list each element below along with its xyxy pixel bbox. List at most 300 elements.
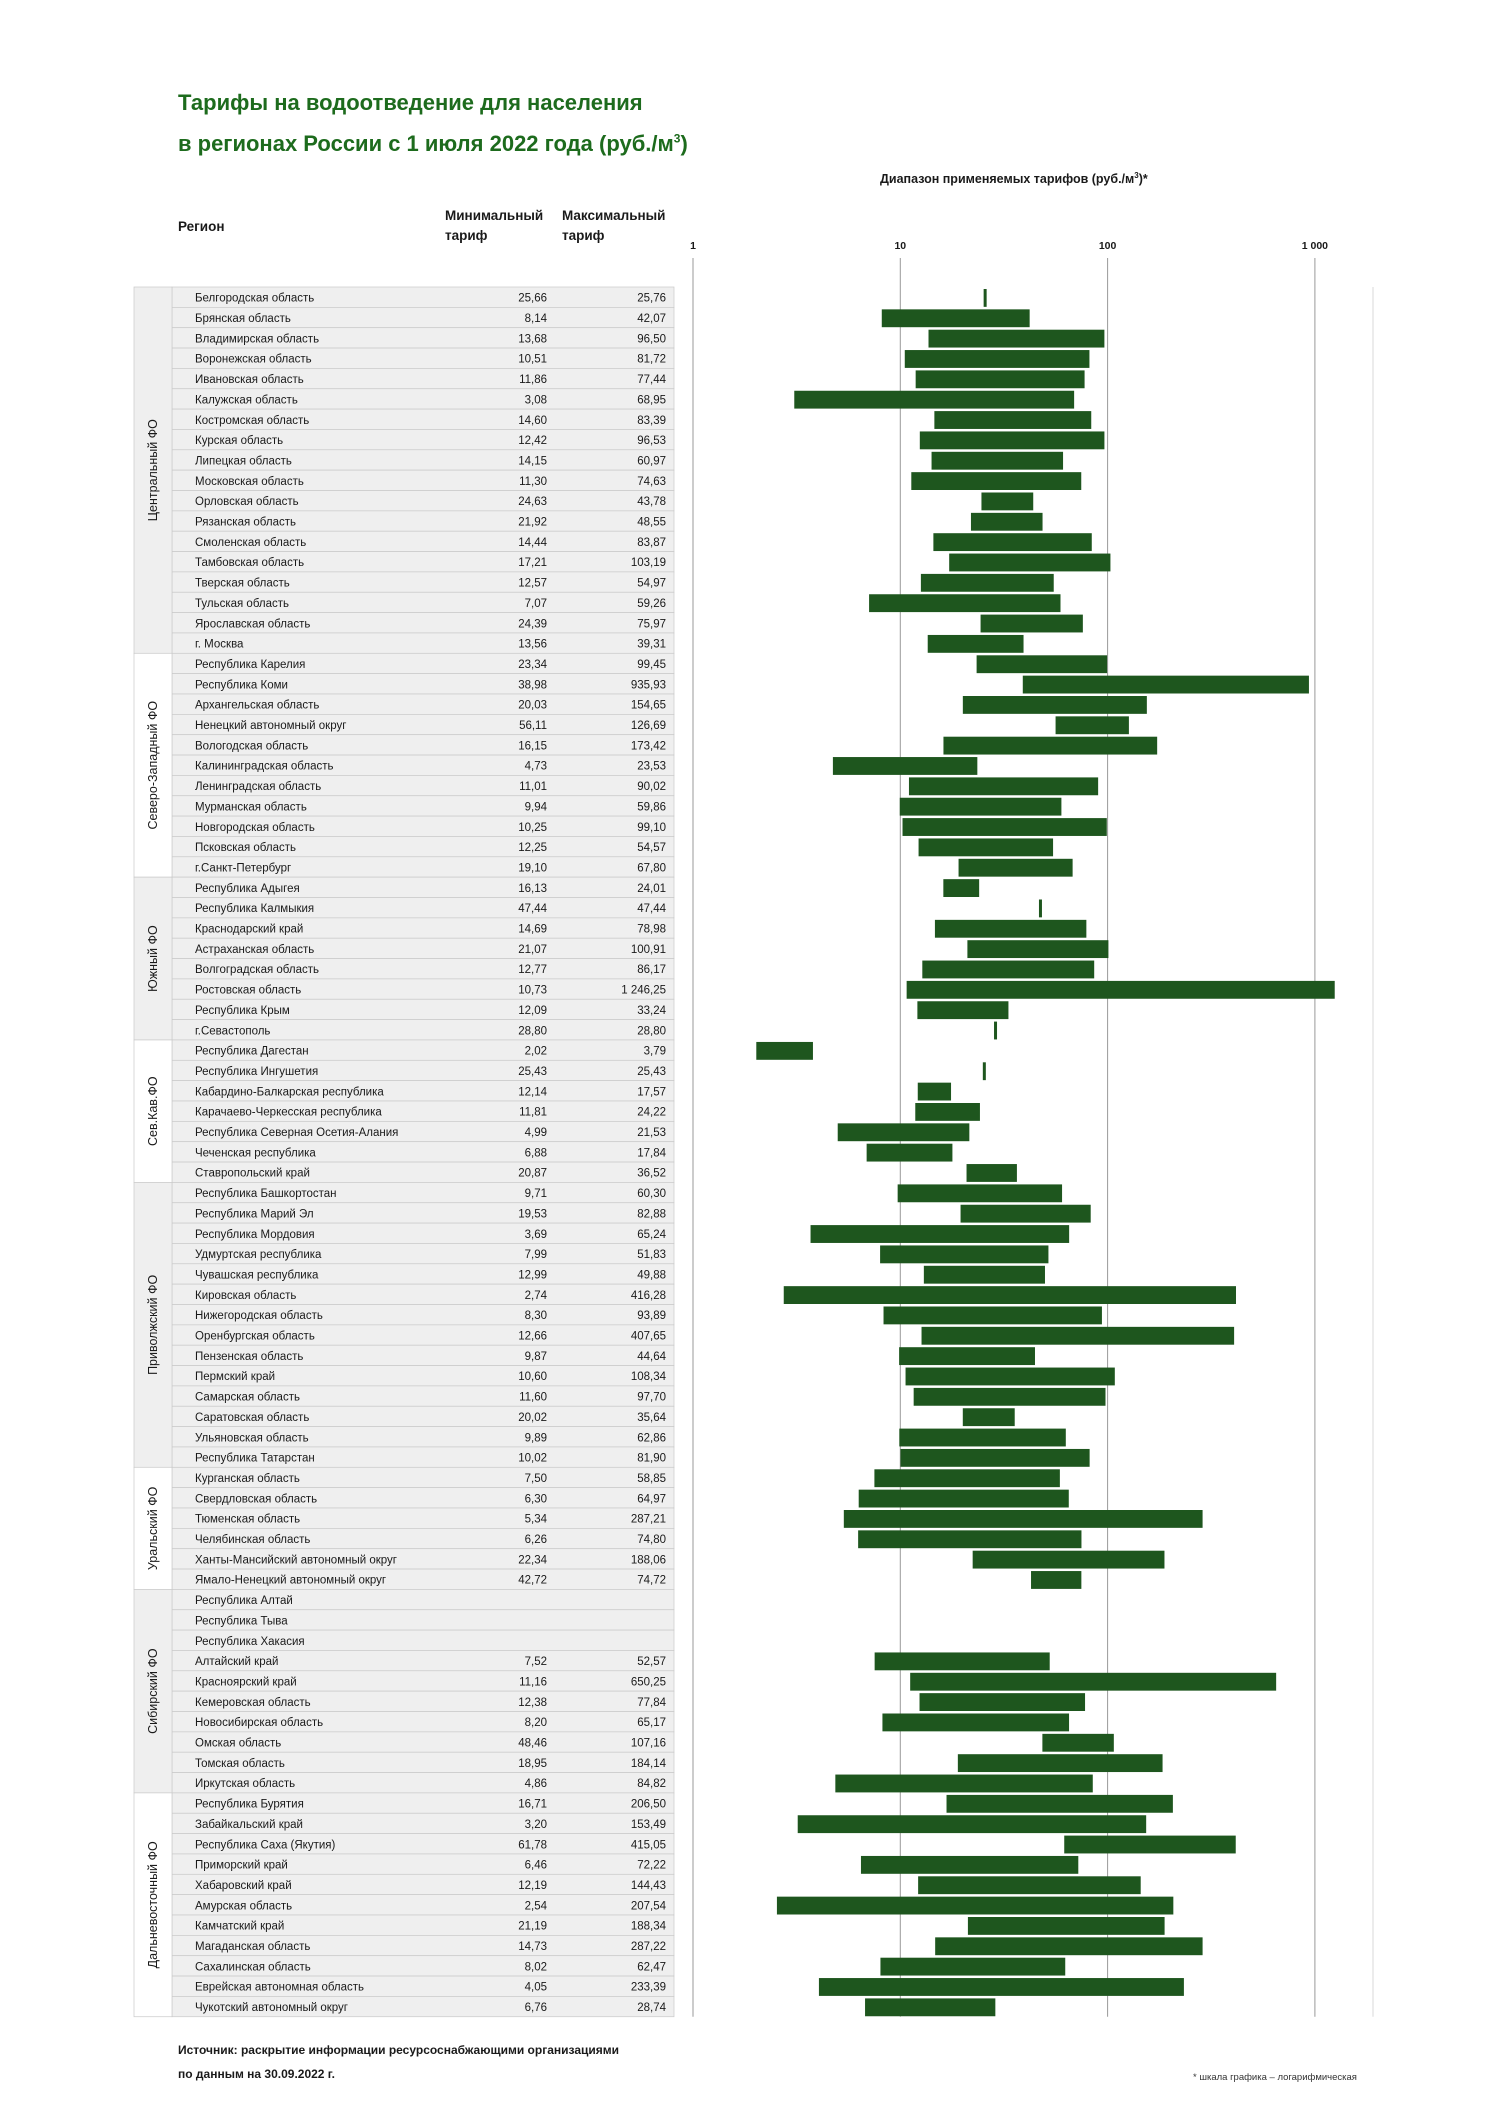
min-tariff: 24,39	[518, 618, 547, 631]
region-name: Республика Алтай	[195, 1595, 293, 1608]
table-row	[172, 633, 674, 653]
max-tariff: 65,24	[637, 1228, 666, 1241]
max-tariff: 107,16	[630, 1737, 666, 1750]
tariff-bar	[911, 472, 1081, 490]
min-tariff: 22,34	[518, 1554, 547, 1567]
chart-title-line2: в регионах России с 1 июля 2022 года $(руб./м^3)$	[178, 131, 688, 156]
max-tariff: 83,39	[637, 414, 666, 427]
group-label: Приволжский ФО	[146, 1274, 160, 1375]
region-name: Красноярский край	[195, 1676, 297, 1689]
region-name: Удмуртская республика	[195, 1249, 322, 1262]
min-tariff: 21,07	[518, 943, 547, 956]
min-tariff: 18,95	[518, 1757, 547, 1770]
region-name: Владимирская область	[195, 333, 320, 346]
tariff-bar	[932, 452, 1064, 470]
region-name: Республика Башкортостан	[195, 1188, 337, 1201]
max-tariff: 47,44	[637, 903, 666, 916]
max-tariff: 23,53	[637, 760, 666, 773]
min-tariff: 38,98	[518, 679, 547, 692]
group-label: Северо-Западный ФО	[146, 700, 160, 830]
region-name: Орловская область	[195, 496, 299, 509]
region-name: Псковская область	[195, 842, 296, 855]
max-tariff: 44,64	[637, 1350, 666, 1363]
tariff-bar	[1031, 1571, 1081, 1589]
min-tariff: 6,76	[524, 2002, 547, 2015]
min-tariff: 4,05	[524, 1981, 547, 1994]
tariff-bar	[898, 1184, 1062, 1202]
min-tariff: 23,34	[518, 658, 547, 671]
max-tariff: 407,65	[630, 1330, 666, 1343]
region-name: Ямало-Ненецкий автономный округ	[195, 1574, 387, 1587]
max-tariff: 83,87	[637, 536, 666, 549]
region-name: Ленинградская область	[195, 781, 322, 794]
tariff-bar	[906, 1368, 1115, 1386]
region-name: Новосибирская область	[195, 1717, 324, 1730]
max-tariff: 39,31	[637, 638, 666, 651]
group-label: Сев.Кав.ФО	[146, 1076, 160, 1147]
min-tariff: 3,69	[524, 1228, 547, 1241]
min-tariff: 10,73	[518, 984, 547, 997]
tariff-bar	[959, 859, 1073, 877]
tariff-bar	[914, 1388, 1106, 1406]
region-name: Хабаровский край	[195, 1879, 292, 1892]
max-tariff: 52,57	[637, 1656, 666, 1669]
min-tariff: 47,44	[518, 903, 547, 916]
group-label: Уральский ФО	[146, 1486, 160, 1571]
min-tariff: 20,02	[518, 1411, 547, 1424]
max-tariff: 78,98	[637, 923, 666, 936]
region-name: г.Санкт-Петербург	[195, 862, 292, 875]
tariff-bar	[920, 1693, 1086, 1711]
region-name: Московская область	[195, 475, 304, 488]
max-tariff: 65,17	[637, 1717, 666, 1730]
max-tariff: 77,84	[637, 1696, 666, 1709]
max-tariff: 153,49	[630, 1818, 666, 1831]
tariff-bar	[867, 1144, 953, 1162]
tariff-bar	[865, 1998, 995, 2016]
max-tariff: 59,86	[637, 801, 666, 814]
max-tariff: 97,70	[637, 1391, 666, 1404]
max-tariff: 48,55	[637, 516, 666, 529]
max-tariff: 62,86	[637, 1432, 666, 1445]
tariff-bar	[919, 838, 1053, 856]
group-label: Сибирский ФО	[146, 1648, 160, 1734]
region-name: Карачаево-Черкесская республика	[195, 1106, 382, 1119]
max-tariff: 77,44	[637, 374, 666, 387]
max-tariff: 42,07	[637, 313, 666, 326]
max-tariff: 173,42	[630, 740, 666, 753]
tariff-bar	[943, 737, 1157, 755]
min-tariff: 7,07	[524, 597, 547, 610]
min-tariff: 5,34	[524, 1513, 547, 1526]
min-tariff: 4,99	[524, 1127, 547, 1140]
max-tariff: 82,88	[637, 1208, 666, 1221]
region-name: Республика Саха (Якутия)	[195, 1839, 336, 1852]
min-tariff: 4,86	[524, 1778, 547, 1791]
region-name: Воронежская область	[195, 353, 312, 366]
max-tariff: 74,80	[637, 1534, 666, 1547]
region-name: Нижегородская область	[195, 1310, 323, 1323]
tariff-bar	[900, 798, 1062, 816]
region-name: Тверская область	[195, 577, 290, 590]
max-tariff: 99,45	[637, 658, 666, 671]
tariff-bar	[922, 961, 1094, 979]
tariff-bar	[920, 431, 1105, 449]
max-tariff: 81,90	[637, 1452, 666, 1465]
min-tariff: 9,89	[524, 1432, 547, 1445]
tariff-bar	[947, 1795, 1173, 1813]
tariff-bar	[981, 615, 1083, 633]
max-tariff: 74,72	[637, 1574, 666, 1587]
min-tariff: 11,30	[519, 475, 547, 488]
tariff-bar	[882, 309, 1030, 327]
tariff-bar	[994, 1022, 997, 1040]
region-name: Мурманская область	[195, 801, 307, 814]
tariff-bar	[922, 1327, 1235, 1345]
axis-title: Диапазон применяемых тарифов $(руб./м^3)*$	[880, 171, 1148, 187]
min-tariff: 3,08	[524, 394, 547, 407]
max-tariff: 43,78	[637, 496, 666, 509]
min-tariff: 16,13	[518, 882, 547, 895]
group-label: Дальневосточный ФО	[146, 1841, 160, 1969]
max-tariff: 54,97	[637, 577, 666, 590]
tariff-bar	[874, 1469, 1059, 1487]
column-header-max: Максимальный тариф	[562, 208, 666, 243]
max-tariff: 650,25	[630, 1676, 666, 1689]
max-tariff: 287,22	[630, 1941, 666, 1954]
region-name: Курская область	[195, 435, 284, 448]
tariff-bar	[884, 1307, 1102, 1325]
region-name: Ханты-Мансийский автономный округ	[195, 1554, 397, 1567]
region-name: Вологодская область	[195, 740, 309, 753]
tariff-bar	[819, 1978, 1184, 1996]
min-tariff: 12,42	[518, 435, 547, 448]
region-name: Ульяновская область	[195, 1432, 309, 1445]
max-tariff: 36,52	[637, 1167, 666, 1180]
tariff-bar	[811, 1225, 1070, 1243]
tariff-bar	[943, 879, 979, 897]
min-tariff: 10,02	[518, 1452, 547, 1465]
tariff-bar	[981, 493, 1033, 511]
column-header-region: Регион	[178, 219, 225, 234]
min-tariff: 11,16	[519, 1676, 547, 1689]
max-tariff: 58,85	[637, 1472, 666, 1485]
min-tariff: 6,88	[524, 1147, 547, 1160]
region-name: Калужская область	[195, 394, 298, 407]
tariff-bar	[958, 1754, 1163, 1772]
region-name: Ставропольский край	[195, 1167, 310, 1180]
min-tariff: 7,52	[524, 1656, 547, 1669]
max-tariff: 68,95	[637, 394, 666, 407]
min-tariff: 12,66	[518, 1330, 547, 1343]
max-tariff: 72,22	[637, 1859, 666, 1872]
region-name: Республика Татарстан	[195, 1452, 315, 1465]
tariff-bar	[929, 330, 1105, 348]
region-name: Республика Бурятия	[195, 1798, 304, 1811]
tariff-bar	[882, 1714, 1069, 1732]
region-name: г.Севастополь	[195, 1025, 271, 1038]
x-tick-label: 1	[690, 240, 696, 252]
max-tariff: 100,91	[630, 943, 666, 956]
max-tariff: 90,02	[637, 781, 666, 794]
region-name: Республика Адыгея	[195, 882, 300, 895]
min-tariff: 12,14	[518, 1086, 547, 1099]
region-name: Республика Марий Эл	[195, 1208, 314, 1221]
tariff-bar	[961, 1205, 1091, 1223]
source-note: Источник: раскрытие информации ресурсоснабжающими организациями	[178, 2043, 619, 2057]
region-name: Кемеровская область	[195, 1696, 311, 1709]
max-tariff: 60,97	[637, 455, 666, 468]
source-date: по данным на 30.09.2022 г.	[178, 2067, 335, 2081]
max-tariff: 233,39	[630, 1981, 666, 1994]
tariff-bar	[984, 289, 987, 307]
min-tariff: 9,94	[524, 801, 547, 814]
region-name: Республика Северная Осетия-Алания	[195, 1127, 399, 1140]
tariff-bar	[900, 1449, 1089, 1467]
tariff-bar	[921, 574, 1054, 592]
region-name: Еврейская автономная область	[195, 1981, 365, 1994]
region-name: Забайкальский край	[195, 1818, 303, 1831]
tariff-bar	[916, 370, 1085, 388]
region-name: Республика Дагестан	[195, 1045, 309, 1058]
min-tariff: 14,15	[518, 455, 547, 468]
region-name: Челябинская область	[195, 1534, 311, 1547]
max-tariff: 99,10	[637, 821, 666, 834]
tariff-bar	[903, 818, 1107, 836]
max-tariff: 24,01	[637, 882, 666, 895]
region-name: Астраханская область	[195, 943, 315, 956]
max-tariff: 415,05	[630, 1839, 666, 1852]
tariff-bar	[784, 1286, 1236, 1304]
region-name: Ростовская область	[195, 984, 302, 997]
tariff-bar	[917, 1001, 1008, 1019]
tariff-bar	[1039, 900, 1042, 918]
max-tariff: 416,28	[630, 1289, 666, 1302]
region-name: Иркутская область	[195, 1778, 296, 1791]
tariff-bar	[918, 1083, 951, 1101]
tariff-bar	[1023, 676, 1309, 694]
max-tariff: 93,89	[637, 1310, 666, 1323]
min-tariff: 13,68	[518, 333, 547, 346]
tariff-bar	[861, 1856, 1078, 1874]
tariff-bar	[971, 513, 1043, 531]
tariff-bar	[880, 1958, 1065, 1976]
tariff-bar	[949, 554, 1110, 572]
min-tariff: 7,99	[524, 1249, 547, 1262]
min-tariff: 8,30	[524, 1310, 547, 1323]
min-tariff: 13,56	[518, 638, 547, 651]
max-tariff: 62,47	[637, 1961, 666, 1974]
region-name: Курганская область	[195, 1472, 300, 1485]
tariff-bar	[838, 1123, 970, 1141]
min-tariff: 11,86	[519, 374, 547, 387]
max-tariff: 28,74	[637, 2002, 666, 2015]
region-name: Рязанская область	[195, 516, 296, 529]
max-tariff: 126,69	[630, 720, 666, 733]
max-tariff: 24,22	[637, 1106, 666, 1119]
region-name: Республика Крым	[195, 1004, 290, 1017]
max-tariff: 59,26	[637, 597, 666, 610]
max-tariff: 25,43	[637, 1065, 666, 1078]
min-tariff: 12,99	[518, 1269, 547, 1282]
min-tariff: 8,02	[524, 1961, 547, 1974]
min-tariff: 12,09	[518, 1004, 547, 1017]
tariff-bar	[899, 1429, 1065, 1447]
region-name: Пензенская область	[195, 1350, 304, 1363]
min-tariff: 14,73	[518, 1941, 547, 1954]
min-tariff: 12,25	[518, 842, 547, 855]
min-tariff: 12,57	[518, 577, 547, 590]
region-name: Калининградская область	[195, 760, 334, 773]
region-name: Смоленская область	[195, 536, 307, 549]
max-tariff: 60,30	[637, 1188, 666, 1201]
max-tariff: 108,34	[630, 1371, 666, 1384]
min-tariff: 12,38	[518, 1696, 547, 1709]
max-tariff: 64,97	[637, 1493, 666, 1506]
tariff-bar	[973, 1551, 1165, 1569]
tariff-bar	[924, 1266, 1045, 1284]
tariff-bar	[968, 1917, 1165, 1935]
max-tariff: 67,80	[637, 862, 666, 875]
region-name: Тюменская область	[195, 1513, 301, 1526]
region-name: Магаданская область	[195, 1941, 311, 1954]
min-tariff: 56,11	[519, 720, 547, 733]
max-tariff: 103,19	[630, 557, 666, 570]
tariff-bar	[905, 350, 1090, 368]
min-tariff: 8,14	[524, 313, 547, 326]
region-name: Республика Хакасия	[195, 1635, 305, 1648]
tariff-bar	[858, 1530, 1081, 1548]
min-tariff: 24,63	[518, 496, 547, 509]
region-name: Брянская область	[195, 313, 291, 326]
min-tariff: 2,02	[524, 1045, 547, 1058]
chart-title-line1: Тарифы на водоотведение для населения	[178, 90, 643, 115]
max-tariff: 207,54	[630, 1900, 666, 1913]
region-name: Пермский край	[195, 1371, 276, 1384]
group-label: Южный ФО	[146, 925, 160, 992]
min-tariff: 12,19	[518, 1879, 547, 1892]
min-tariff: 14,60	[518, 414, 547, 427]
max-tariff: 154,65	[630, 699, 666, 712]
region-name: Чукотский автономный округ	[195, 2002, 348, 2015]
region-name: Республика Мордовия	[195, 1228, 315, 1241]
min-tariff: 2,54	[524, 1900, 547, 1913]
min-tariff: 10,51	[518, 353, 547, 366]
tariff-bar	[859, 1490, 1069, 1508]
region-name: Ивановская область	[195, 374, 304, 387]
region-name: Ярославская область	[195, 618, 311, 631]
max-tariff: 184,14	[630, 1757, 666, 1770]
region-name: Саратовская область	[195, 1411, 310, 1424]
max-tariff: 75,97	[637, 618, 666, 631]
column-header-min: Минимальный тариф	[445, 208, 544, 243]
tariff-bar	[899, 1347, 1035, 1365]
min-tariff: 8,20	[524, 1717, 547, 1730]
tariff-bar	[794, 391, 1074, 409]
tariff-bar	[935, 920, 1086, 938]
tariff-bar	[983, 1062, 986, 1080]
max-tariff: 96,53	[637, 435, 666, 448]
tariff-bar	[967, 940, 1108, 958]
max-tariff: 25,76	[637, 292, 666, 305]
max-tariff: 287,21	[630, 1513, 666, 1526]
min-tariff: 25,43	[518, 1065, 547, 1078]
tariff-bar	[907, 981, 1335, 999]
log-scale-note: * шкала графика – логарифмическая	[1193, 2072, 1357, 2083]
max-tariff: 35,64	[637, 1411, 666, 1424]
tariff-bar	[844, 1510, 1203, 1528]
region-name: Кировская область	[195, 1289, 297, 1302]
region-name: Свердловская область	[195, 1493, 318, 1506]
tariff-bar	[1042, 1734, 1113, 1752]
min-tariff: 6,30	[524, 1493, 547, 1506]
min-tariff: 61,78	[518, 1839, 547, 1852]
max-tariff: 54,57	[637, 842, 666, 855]
min-tariff: 20,87	[518, 1167, 547, 1180]
min-tariff: 14,69	[518, 923, 547, 936]
region-name: Белгородская область	[195, 292, 315, 305]
region-name: г. Москва	[195, 638, 244, 651]
min-tariff: 11,01	[519, 781, 547, 794]
min-tariff: 16,15	[518, 740, 547, 753]
min-tariff: 21,19	[518, 1920, 547, 1933]
min-tariff: 11,60	[519, 1391, 547, 1404]
max-tariff: 935,93	[630, 679, 666, 692]
max-tariff: 21,53	[637, 1127, 666, 1140]
min-tariff: 3,20	[524, 1818, 547, 1831]
min-tariff: 14,44	[518, 536, 547, 549]
tariff-bar	[798, 1815, 1146, 1833]
tariff-bar	[869, 594, 1060, 612]
max-tariff: 206,50	[630, 1798, 666, 1811]
max-tariff: 74,63	[637, 475, 666, 488]
max-tariff: 144,43	[630, 1879, 666, 1892]
max-tariff: 28,80	[637, 1025, 666, 1038]
max-tariff: 96,50	[637, 333, 666, 346]
max-tariff: 17,84	[637, 1147, 666, 1160]
tariff-bar	[928, 635, 1024, 653]
min-tariff: 6,46	[524, 1859, 547, 1872]
tariff-bar	[777, 1897, 1173, 1915]
max-tariff: 1 246,25	[621, 984, 666, 997]
min-tariff: 9,71	[524, 1188, 547, 1201]
min-tariff: 16,71	[518, 1798, 547, 1811]
max-tariff: 84,82	[637, 1778, 666, 1791]
x-tick-label: 10	[894, 240, 907, 252]
region-name: Республика Карелия	[195, 658, 306, 671]
tariff-bar	[880, 1245, 1048, 1263]
max-tariff: 188,06	[630, 1554, 666, 1567]
tariff-bar	[1064, 1836, 1235, 1854]
max-tariff: 17,57	[637, 1086, 666, 1099]
min-tariff: 21,92	[518, 516, 547, 529]
tariff-bar	[833, 757, 977, 775]
min-tariff: 42,72	[518, 1574, 547, 1587]
min-tariff: 28,80	[518, 1025, 547, 1038]
max-tariff: 49,88	[637, 1269, 666, 1282]
min-tariff: 10,25	[518, 821, 547, 834]
region-name: Сахалинская область	[195, 1961, 311, 1974]
max-tariff: 3,79	[643, 1045, 666, 1058]
min-tariff: 9,87	[524, 1350, 547, 1363]
region-name: Архангельская область	[195, 699, 320, 712]
min-tariff: 48,46	[518, 1737, 547, 1750]
tariff-bar	[963, 696, 1147, 714]
region-name: Приморский край	[195, 1859, 288, 1872]
x-tick-label: 1 000	[1301, 240, 1329, 252]
min-tariff: 19,10	[518, 862, 547, 875]
region-name: Алтайский край	[195, 1656, 279, 1669]
